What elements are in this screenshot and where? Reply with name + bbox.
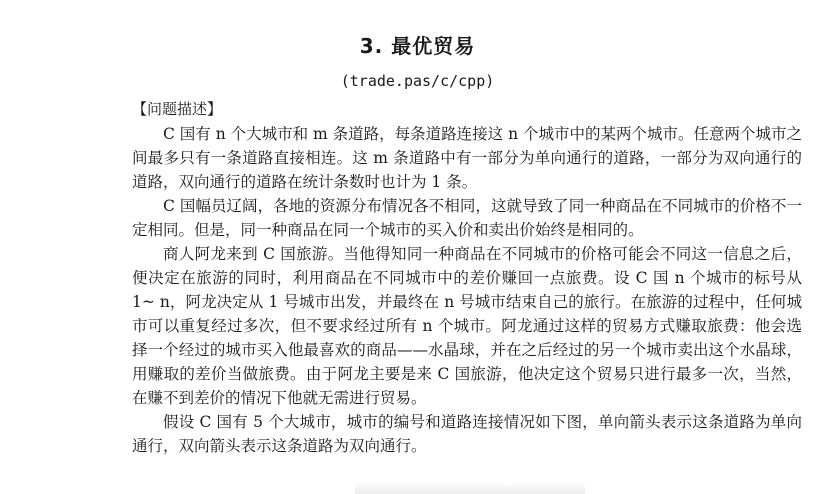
paragraph: C 国幅员辽阔，各地的资源分布情况各不相同，这就导致了同一种商品在不同城市的价格不一定相同。但是，同一种商品在同一个城市的买入价和卖出价始终是相同的。 [132,197,802,239]
section-heading: 【问题描述】 [132,100,223,118]
paragraph: 假设 C 国有 5 个大城市，城市的编号和道路连接情况如下图，单向箭头表示这条道路为单向通行，双向箭头表示这条道路为双向通行。 [132,413,802,455]
paragraph: 商人阿龙来到 C 国旅游。当他得知同一种商品在不同城市的价格可能会不同这一信息之后，便决定在旅游的同时，利用商品在不同城市中的差价赚回一点旅费。设 C 国 n 个城市的标号从 1~ n，阿龙决定从 1 号城市出发，并最终在 n 号城市结束自己的旅行。在旅游的过程中，任何城市可以重复经过多次，但不要求经过所有 n 个城市。阿龙通过这样的贸易方式赚取旅费：他会选择一个经过的城市买入他最喜欢的商品——水晶球，并在之后经过的另一个城市卖出这个水晶球，用赚取的差价当做旅费。由于阿龙主要是来 C 国旅游，他决定这个贸易只进行最多一次，当然，在赚不到差价的情况下他就无需进行贸易。 [132,245,802,407]
problem-description [132,122,802,458]
problem-filename: (trade.pas/c/cpp) [340,72,495,90]
problem-title: 3. 最优贸易 [359,34,476,58]
figure-top-edge [355,482,585,494]
paragraph: C 国有 n 个大城市和 m 条道路，每条道路连接这 n 个城市中的某两个城市。任意两个城市之间最多只有一条道路直接相连。这 m 条道路中有一部分为单向通行的道路，一部分为双向通行的道路，双向通行的道路在统计条数时也计为 1 条。 [132,125,803,191]
